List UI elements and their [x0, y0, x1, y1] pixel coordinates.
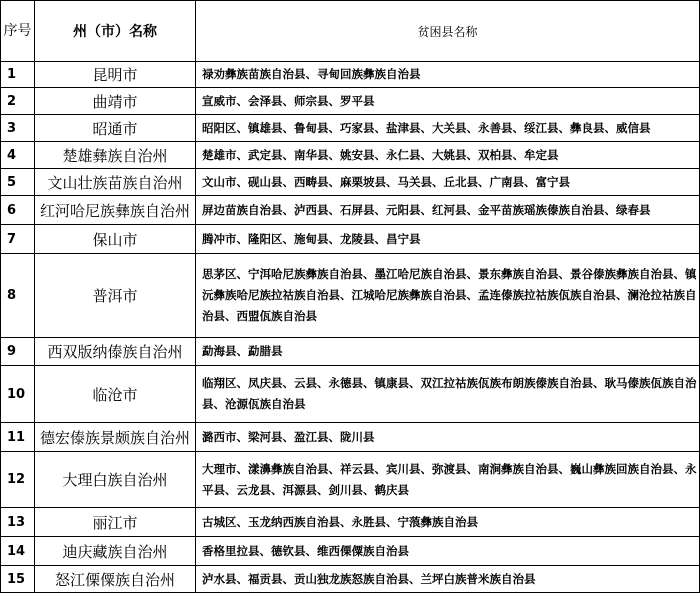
row-counties: 勐海县、勐腊县 [196, 338, 700, 366]
row-city: 昆明市 [35, 62, 196, 88]
table-row [1, 338, 700, 366]
row-city: 西双版纳傣族自治州 [35, 338, 196, 366]
row-index: 8 [1, 254, 35, 338]
row-counties: 楚雄市、武定县、南华县、姚安县、永仁县、大姚县、双柏县、牟定县 [196, 142, 700, 169]
row-index: 3 [1, 115, 35, 142]
row-index: 14 [1, 537, 35, 566]
table-row [1, 254, 700, 338]
row-counties: 屏边苗族自治县、泸西县、石屏县、元阳县、红河县、金平苗族瑶族傣族自治县、绿春县 [196, 196, 700, 225]
table-row [1, 225, 700, 254]
table-row [1, 566, 700, 593]
row-city: 保山市 [35, 225, 196, 254]
table-row [1, 88, 700, 115]
table-row [1, 366, 700, 423]
row-index: 15 [1, 566, 35, 593]
table-row [1, 142, 700, 169]
table-row [1, 537, 700, 566]
row-index: 11 [1, 423, 35, 452]
row-city: 楚雄彝族自治州 [35, 142, 196, 169]
row-city: 临沧市 [35, 366, 196, 423]
row-index: 2 [1, 88, 35, 115]
row-city: 文山壮族苗族自治州 [35, 169, 196, 196]
row-index: 6 [1, 196, 35, 225]
row-counties: 香格里拉县、德钦县、维西傈僳族自治县 [196, 537, 700, 566]
row-city: 丽江市 [35, 508, 196, 537]
row-city: 德宏傣族景颇族自治州 [35, 423, 196, 452]
row-index: 7 [1, 225, 35, 254]
table-row [1, 196, 700, 225]
table-row [1, 169, 700, 196]
table-row [1, 508, 700, 537]
row-counties: 昭阳区、镇雄县、鲁甸县、巧家县、盐津县、大关县、永善县、绥江县、彝良县、威信县 [196, 115, 700, 142]
row-counties: 泸水县、福贡县、贡山独龙族怒族自治县、兰坪白族普米族自治县 [196, 566, 700, 593]
table-row [1, 452, 700, 508]
header-index: 序号 [1, 1, 35, 62]
row-counties: 大理市、漾濞彝族自治县、祥云县、宾川县、弥渡县、南涧彝族自治县、巍山彝族回族自治县、永平县、云龙县、洱源县、剑川县、鹤庆县 [196, 452, 700, 508]
row-counties: 宣威市、会泽县、师宗县、罗平县 [196, 88, 700, 115]
row-index: 9 [1, 338, 35, 366]
row-index: 13 [1, 508, 35, 537]
row-counties: 禄劝彝族苗族自治县、寻甸回族彝族自治县 [196, 62, 700, 88]
row-city: 迪庆藏族自治州 [35, 537, 196, 566]
row-counties: 临翔区、凤庆县、云县、永德县、镇康县、双江拉祜族佤族布朗族傣族自治县、耿马傣族佤族自治县、沧源佤族自治县 [196, 366, 700, 423]
row-index: 12 [1, 452, 35, 508]
table-row [1, 423, 700, 452]
row-index: 1 [1, 62, 35, 88]
row-counties: 思茅区、宁洱哈尼族彝族自治县、墨江哈尼族自治县、景东彝族自治县、景谷傣族彝族自治县、镇沅彝族哈尼族拉祜族自治县、江城哈尼族彝族自治县、孟连傣族拉祜族佤族自治县、澜沧拉祜族自治县、西盟佤族自治县 [196, 254, 700, 338]
row-index: 10 [1, 366, 35, 423]
row-counties: 古城区、玉龙纳西族自治县、永胜县、宁蒗彝族自治县 [196, 508, 700, 537]
row-city: 怒江傈僳族自治州 [35, 566, 196, 593]
row-counties: 文山市、砚山县、西畴县、麻栗坡县、马关县、丘北县、广南县、富宁县 [196, 169, 700, 196]
row-city: 大理白族自治州 [35, 452, 196, 508]
header-city: 州（市）名称 [35, 1, 196, 62]
table-row [1, 62, 700, 88]
row-index: 5 [1, 169, 35, 196]
row-city: 普洱市 [35, 254, 196, 338]
row-city: 曲靖市 [35, 88, 196, 115]
header-county: 贫困县名称 [196, 1, 700, 62]
row-city: 昭通市 [35, 115, 196, 142]
table-row [1, 115, 700, 142]
row-index: 4 [1, 142, 35, 169]
row-counties: 潞西市、梁河县、盈江县、陇川县 [196, 423, 700, 452]
row-city: 红河哈尼族彝族自治州 [35, 196, 196, 225]
row-counties: 腾冲市、隆阳区、施甸县、龙陵县、昌宁县 [196, 225, 700, 254]
table-header-row [1, 1, 700, 62]
